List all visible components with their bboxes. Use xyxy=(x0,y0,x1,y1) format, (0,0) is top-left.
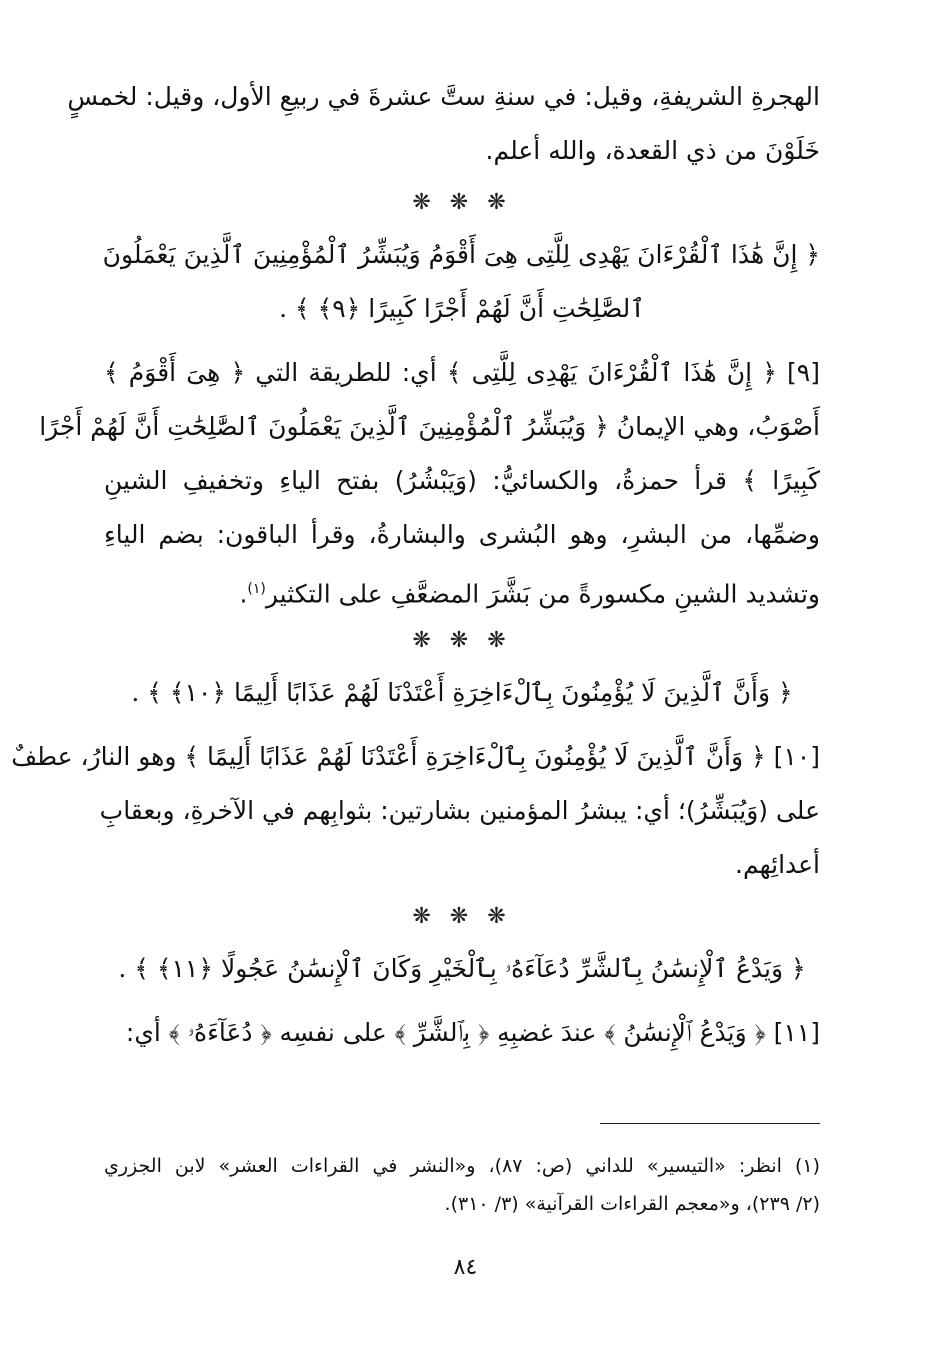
page-number: ٨٤ xyxy=(453,1255,478,1280)
quran-verse-11: ﴿ وَيَدْعُ ٱلْإِنسَٰنُ بِٱلشَّرِّ دُعَآءَهُۥ بِٱلْخَيْرِ وَكَانَ ٱلْإِنسَٰنُ عَجُولًا ﴿١١﴾ ﴾ . xyxy=(118,954,806,983)
section-separator: ❋ ❋ ❋ xyxy=(412,628,512,653)
text-line: الهجرةِ الشريفةِ، وقيل: في سنةِ ستَّ عشرةَ في ربيعِ الأول، وقيل: لخمسٍ xyxy=(67,82,820,111)
quran-verse-9-line-2: ٱلصَّٰلِحَٰتِ أَنَّ لَهُمْ أَجْرًا كَبِيرًا ﴿٩﴾ ﴾ . xyxy=(279,294,645,323)
period: . xyxy=(239,579,248,609)
section-separator: ❋ ❋ ❋ xyxy=(412,904,512,929)
quran-verse-10: ﴿ وَأَنَّ ٱلَّذِينَ لَا يُؤْمِنُونَ بِٱلْءَاخِرَةِ أَعْتَدْنَا لَهُمْ عَذَابًا أَلِيمًا ﴿١٠﴾ ﴾ . xyxy=(131,678,793,707)
commentary-10-line: أعدائِهم. xyxy=(735,850,820,879)
commentary-9-line: [٩] ﴿ إِنَّ هَٰذَا ٱلْقُرْءَانَ يَهْدِى لِلَّتِى ﴾ أي: للطريقة التي ﴿ هِىَ أَقْوَمُ ﴾ xyxy=(104,358,820,387)
footnote-divider xyxy=(600,1123,820,1124)
commentary-10-line: [١٠] ﴿ وَأَنَّ ٱلَّذِينَ لَا يُؤْمِنُونَ بِٱلْءَاخِرَةِ أَعْتَدْنَا لَهُمْ عَذَابًا أَلِيمًا ﴾ وهو النارُ، عطفٌ xyxy=(11,742,820,771)
commentary-11-line: [١١] ﴿ وَيَدْعُ ٱلْإِنسَٰنُ ﴾ عندَ غضبِهِ ﴿ بِٱلشَّرِّ ﴾ على نفسِه ﴿ دُعَآءَهُۥ ﴾ أي: xyxy=(125,1018,820,1047)
footnote-line: (٢/ ٢٣٩)، و«معجم القراءات القرآنية» (٣/ ٣١٠). xyxy=(444,1193,820,1215)
footnote-reference[interactable]: (١) xyxy=(247,581,266,597)
commentary-9-line: كَبِيرًا ﴾ قرأ حمزةُ، والكسائيُّ: (وَيَبْشُرُ) بفتح الياءِ وتخفيفِ الشينِ xyxy=(104,466,820,495)
commentary-9-line: وضمِّها، من البشرِ، وهو البُشرى والبشارةُ، وقرأ الباقون: بضم الياءِ xyxy=(104,520,820,549)
quran-verse-9-line-1: ﴿ إِنَّ هَٰذَا ٱلْقُرْءَانَ يَهْدِى لِلَّتِى هِىَ أَقْوَمُ وَيُبَشِّرُ ٱلْمُؤْمِنِينَ ٱلَّذِينَ يَعْمَلُونَ xyxy=(102,240,820,269)
main-text-block xyxy=(11,70,820,1060)
commentary-text: وتشديد الشينِ مكسورةً من بَشَّرَ المضعَّفِ على التكثير xyxy=(265,579,820,609)
footnote-line: (١) انظر: «التيسير» للداني (ص: ٨٧)، و«النشر في القراءات العشر» لابن الجزري xyxy=(104,1155,820,1177)
text-line: خَلَوْنَ من ذي القعدة، والله أعلم. xyxy=(485,136,820,165)
commentary-9-line xyxy=(104,562,820,616)
footnotes xyxy=(104,1147,820,1223)
section-separator: ❋ ❋ ❋ xyxy=(412,190,512,215)
commentary-10-line: على (وَيُبَشِّرُ)؛ أي: يبشرُ المؤمنين بشارتين: بثوابِهم في الآخرةِ، وبعقابِ xyxy=(99,796,820,825)
commentary-9-line: أَصْوَبُ، وهي الإيمانُ ﴿ وَيُبَشِّرُ ٱلْمُؤْمِنِينَ ٱلَّذِينَ يَعْمَلُونَ ٱلصَّٰلِحَٰتِ أَنَّ لَهُمْ أَجْرًا xyxy=(39,412,820,441)
